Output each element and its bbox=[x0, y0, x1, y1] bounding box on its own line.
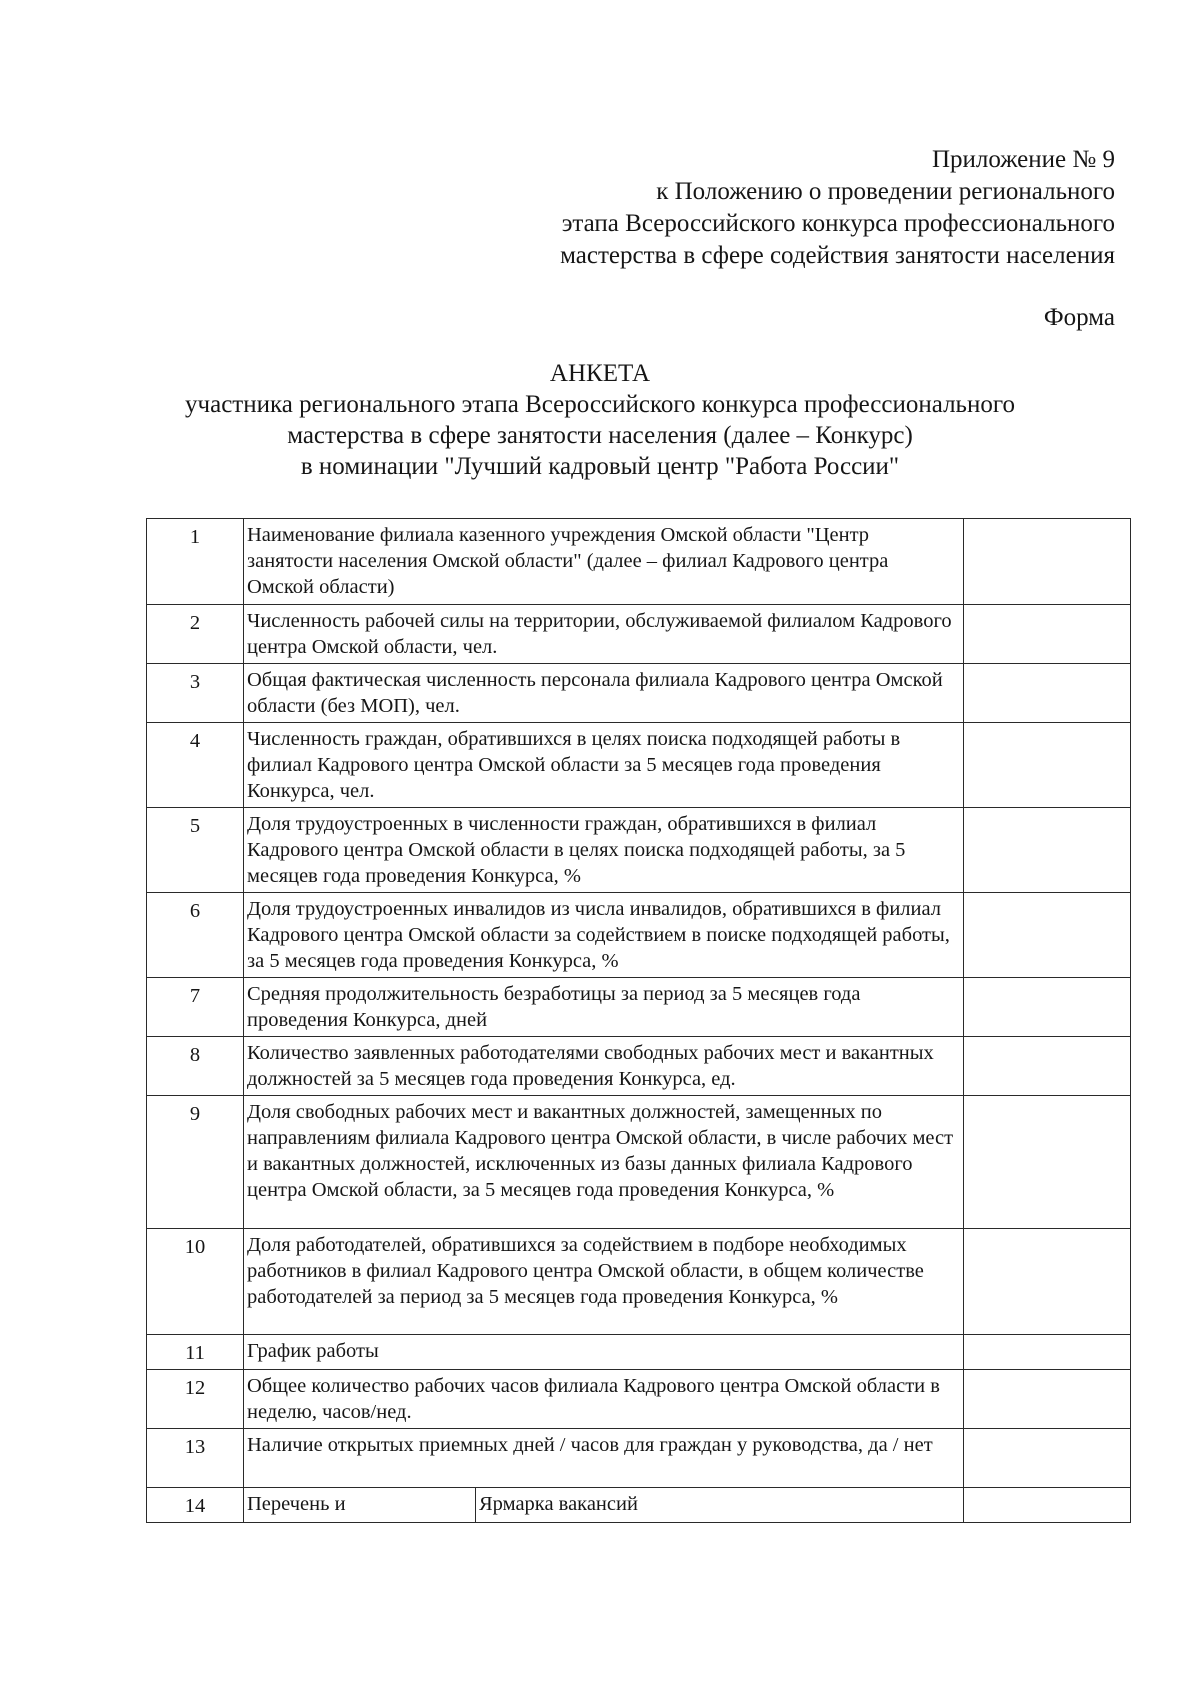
row-description: Количество заявленных работодателями свободных рабочих мест и вакантных должностей за 5 месяцев года проведения Конкурса, ед. bbox=[244, 1037, 964, 1096]
row-value-field[interactable] bbox=[964, 978, 1131, 1037]
row-description: Общая фактическая численность персонала филиала Кадрового центра Омской области (без МОП), чел. bbox=[244, 664, 964, 723]
row-description: Общее количество рабочих часов филиала Кадрового центра Омской области в неделю, часов/нед. bbox=[244, 1370, 964, 1429]
row-value-field[interactable] bbox=[964, 1488, 1131, 1523]
table-row bbox=[147, 978, 1131, 1037]
row-description: Доля трудоустроенных инвалидов из числа инвалидов, обратившихся в филиал Кадрового центра Омской области за содействием в поиске подходящей работы, за 5 месяцев года проведения Конкурса, % bbox=[244, 893, 964, 978]
row-number: 1 bbox=[147, 519, 244, 605]
row-description: Наличие открытых приемных дней / часов для граждан у руководства, да / нет bbox=[244, 1429, 964, 1488]
row-number: 14 bbox=[147, 1488, 244, 1523]
row-description: Наименование филиала казенного учреждения Омской области "Центр занятости населения Омской области" (далее – филиал Кадрового центра Омской области) bbox=[244, 519, 964, 605]
table-row bbox=[147, 1229, 1131, 1335]
title-line: мастерства в сфере занятости населения (далее – Конкурс) bbox=[287, 422, 913, 449]
row-number: 4 bbox=[147, 723, 244, 808]
form-label: Форма bbox=[1043, 304, 1115, 331]
table-row bbox=[147, 605, 1131, 664]
row-description: Доля работодателей, обратившихся за содействием в подборе необходимых работников в филиал Кадрового центра Омской области, в общем количестве работодателей за период за 5 месяцев года проведения Конкурса, % bbox=[244, 1229, 964, 1335]
row-value-field[interactable] bbox=[964, 1229, 1131, 1335]
row-number: 10 bbox=[147, 1229, 244, 1335]
row-value-field[interactable] bbox=[964, 664, 1131, 723]
row-subdescription: Ярмарка вакансий bbox=[476, 1488, 964, 1523]
row-description: Доля свободных рабочих мест и вакантных должностей, замещенных по направлениям филиала Кадрового центра Омской области, в числе рабочих мест и вакантных должностей, исключенных из базы данных филиала Кадрового центра Омской области, за 5 месяцев года проведения Конкурса, % bbox=[244, 1096, 964, 1229]
row-value-field[interactable] bbox=[964, 893, 1131, 978]
table-row bbox=[147, 1370, 1131, 1429]
row-description: Численность рабочей силы на территории, обслуживаемой филиалом Кадрового центра Омской области, чел. bbox=[244, 605, 964, 664]
appendix-header bbox=[315, 144, 1115, 272]
table-row bbox=[147, 1429, 1131, 1488]
row-value-field[interactable] bbox=[964, 605, 1131, 664]
row-description: Перечень и bbox=[244, 1488, 476, 1523]
table-row bbox=[147, 664, 1131, 723]
row-value-field[interactable] bbox=[964, 1037, 1131, 1096]
appendix-line: этапа Всероссийского конкурса профессионального bbox=[561, 210, 1115, 237]
row-number: 12 bbox=[147, 1370, 244, 1429]
row-number: 9 bbox=[147, 1096, 244, 1229]
row-number: 5 bbox=[147, 808, 244, 893]
table-row bbox=[147, 1096, 1131, 1229]
row-number: 13 bbox=[147, 1429, 244, 1488]
title-heading: АНКЕТА bbox=[549, 360, 651, 387]
table-row bbox=[147, 519, 1131, 605]
appendix-line: к Положению о проведении регионального bbox=[656, 178, 1115, 205]
row-value-field[interactable] bbox=[964, 723, 1131, 808]
questionnaire-table bbox=[146, 518, 1131, 1523]
row-value-field[interactable] bbox=[964, 1335, 1131, 1370]
table-row bbox=[147, 723, 1131, 808]
title-line: в номинации "Лучший кадровый центр "Работа России" bbox=[300, 453, 900, 480]
table-row bbox=[147, 1335, 1131, 1370]
table-row bbox=[147, 1037, 1131, 1096]
row-value-field[interactable] bbox=[964, 519, 1131, 605]
row-value-field[interactable] bbox=[964, 1370, 1131, 1429]
row-description: Доля трудоустроенных в численности граждан, обратившихся в филиал Кадрового центра Омской области в целях поиска подходящей работы, за 5 месяцев года проведения Конкурса, % bbox=[244, 808, 964, 893]
appendix-line: мастерства в сфере содействия занятости населения bbox=[560, 242, 1115, 269]
table-row bbox=[147, 1488, 1131, 1523]
row-number: 8 bbox=[147, 1037, 244, 1096]
row-value-field[interactable] bbox=[964, 808, 1131, 893]
row-number: 2 bbox=[147, 605, 244, 664]
document-title bbox=[0, 358, 1200, 482]
questionnaire-body bbox=[147, 519, 1131, 1523]
row-number: 11 bbox=[147, 1335, 244, 1370]
row-number: 6 bbox=[147, 893, 244, 978]
row-description: Численность граждан, обратившихся в целях поиска подходящей работы в филиал Кадрового центра Омской области за 5 месяцев года проведения Конкурса, чел. bbox=[244, 723, 964, 808]
table-row bbox=[147, 893, 1131, 978]
row-value-field[interactable] bbox=[964, 1429, 1131, 1488]
row-number: 3 bbox=[147, 664, 244, 723]
row-description: Средняя продолжительность безработицы за период за 5 месяцев года проведения Конкурса, дней bbox=[244, 978, 964, 1037]
title-line: участника регионального этапа Всероссийского конкурса профессионального bbox=[185, 391, 1015, 418]
appendix-line: Приложение № 9 bbox=[931, 146, 1115, 173]
row-number: 7 bbox=[147, 978, 244, 1037]
row-value-field[interactable] bbox=[964, 1096, 1131, 1229]
row-description: График работы bbox=[244, 1335, 964, 1370]
table-row bbox=[147, 808, 1131, 893]
